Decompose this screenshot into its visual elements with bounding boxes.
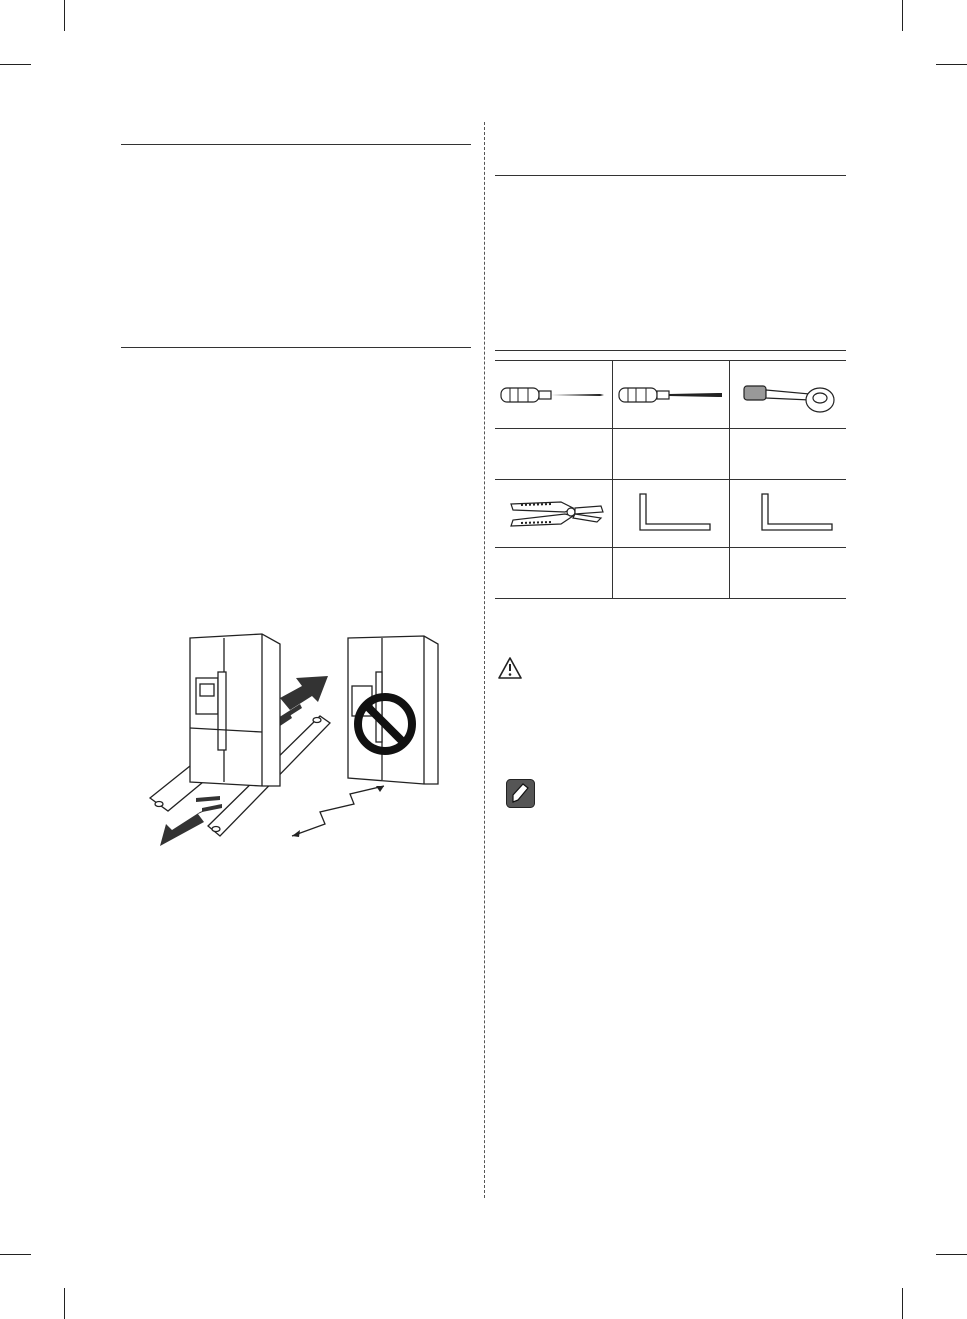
- socket-wrench-icon: [740, 378, 842, 414]
- tools-table: [495, 360, 846, 599]
- crop-mark-bottom-left-v: [64, 1288, 65, 1319]
- warning-triangle-icon: [497, 656, 523, 680]
- crop-mark-bottom-right-v: [902, 1288, 903, 1319]
- crop-mark-top-right-v: [902, 0, 903, 31]
- left-section-rule-2: [121, 347, 471, 348]
- refrigerator-1: [190, 634, 280, 786]
- crop-mark-top-right-h: [936, 64, 967, 65]
- arrow-backward-stripes: [196, 796, 222, 812]
- zigzag-arrow: [292, 786, 384, 836]
- column-divider: [484, 122, 485, 1198]
- flat-screwdriver-icon: [618, 384, 725, 406]
- refrigerator-moving-illustration: [140, 628, 445, 853]
- hex-key-icon-2: [758, 492, 838, 534]
- left-section-rule-1: [121, 144, 471, 145]
- pliers-icon: [501, 496, 607, 532]
- crop-mark-bottom-left-h: [0, 1254, 31, 1255]
- crop-mark-top-left-v: [64, 0, 65, 31]
- arrow-forward: [280, 676, 328, 710]
- note-pencil-icon: [505, 778, 536, 809]
- tools-table-top-rule: [495, 350, 846, 351]
- crop-mark-top-left-h: [0, 64, 31, 65]
- hex-key-icon: [636, 492, 716, 534]
- crop-mark-bottom-right-h: [936, 1254, 967, 1255]
- right-section-rule-1: [495, 175, 846, 176]
- phillips-screwdriver-icon: [500, 384, 607, 406]
